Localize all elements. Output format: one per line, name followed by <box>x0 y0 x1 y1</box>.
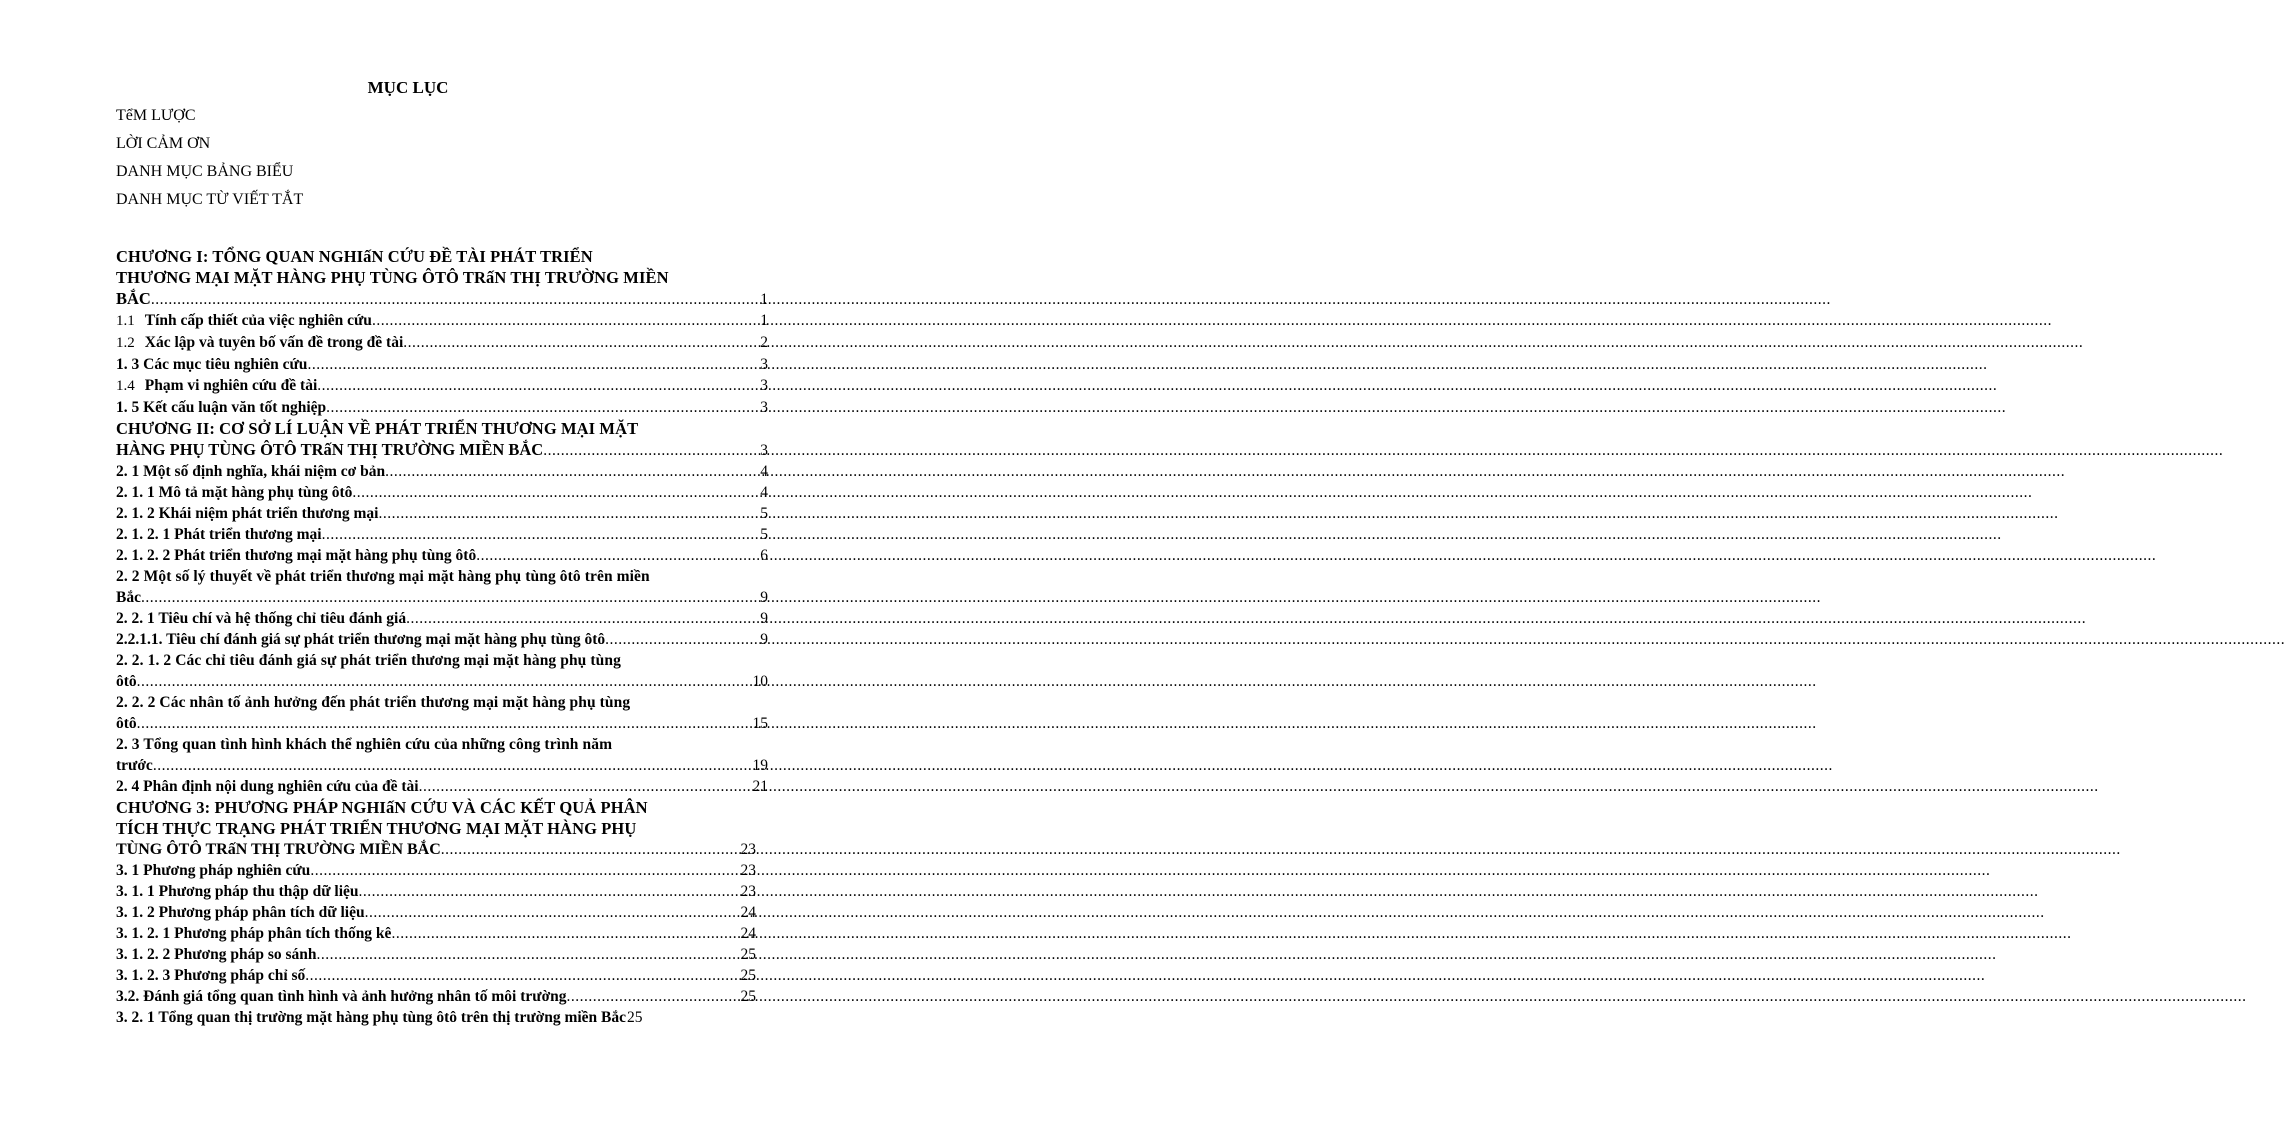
toc-entry: 2.2.1.1. Tiêu chí đánh giá sự phát triển thương mại mặt hàng phụ tùng ôtô ..... 9 <box>116 629 768 650</box>
toc-entry: Bắc ..... 9 <box>116 587 768 608</box>
toc-entry: 2. 2. 1 Tiêu chí và hệ thống chỉ tiêu đánh giá ..... 9 <box>116 608 768 629</box>
toc-entry-line: 2. 2 Một số lý thuyết về phát triển thương mại mặt hàng phụ tùng ôtô trên miền <box>116 568 650 585</box>
chapter-1-heading-line2: THƯƠNG MẠI MẶT HÀNG PHỤ TÙNG ÔTÔ TRấN THỊ TRƯỜNG MIỀN <box>116 268 669 287</box>
toc-entry-line: 2. 3 Tổng quan tình hình khách thể nghiên cứu của những công trình năm <box>116 736 613 753</box>
toc-entry: 2. 4 Phân định nội dung nghiên cứu của đề tài ..... 21 <box>116 776 768 797</box>
toc-entry-line: 2. 2. 1. 2 Các chỉ tiêu đánh giá sự phát triển thương mại mặt hàng phụ tùng <box>116 652 621 669</box>
toc-entry: TÙNG ÔTÔ TRấN THỊ TRƯỜNG MIỀN BẮC ..... 23 <box>116 839 756 860</box>
toc-entry: HÀNG PHỤ TÙNG ÔTÔ TRấN THỊ TRƯỜNG MIỀN BẮC ..... 3 <box>116 439 768 461</box>
toc-entry: 3.2. Đánh giá tổng quan tình hình và ảnh hưởng nhân tố môi trường ..... 25 <box>116 986 756 1007</box>
toc-entry: BẮC ..... 1 <box>116 288 768 310</box>
toc-entry-line: 2. 2. 2 Các nhân tố ảnh hưởng đến phát triển thương mại mặt hàng phụ tùng <box>116 694 631 711</box>
toc-entry: ôtô ..... 10 <box>116 671 768 692</box>
toc-entry: 1.4 Phạm vi nghiên cứu đề tài ..... 3 <box>116 375 768 397</box>
front-matter-tables-list: DANH MỤC BẢNG BIỂU <box>116 163 294 180</box>
toc-entry: 2. 1. 2 Khái niệm phát triển thương mại ..... 5 <box>116 503 768 524</box>
front-matter-abbreviations: DANH MỤC TỪ VIẾT TẮT <box>116 191 304 208</box>
toc-entry: 1.1 Tính cấp thiết của việc nghiên cứu ..... 1 <box>116 310 768 332</box>
toc-entry: 2. 1 Một số định nghĩa, khái niệm cơ bản ..... 4 <box>116 461 768 482</box>
toc-entry: ôtô ..... 15 <box>116 713 768 734</box>
toc-entry: 3. 2. 1 Tổng quan thị trường mặt hàng phụ tùng ôtô trên thị trường miền Bắc 25 <box>116 1009 643 1026</box>
toc-entry: 3. 1 Phương pháp nghiên cứu ..... 23 <box>116 860 756 881</box>
front-matter-summary: TểM LƯỢC <box>116 107 196 124</box>
toc-entry: 3. 1. 2 Phương pháp phân tích dữ liệu ..... 24 <box>116 902 756 923</box>
table-of-contents <box>116 246 768 1028</box>
document-page <box>0 0 816 1123</box>
toc-entry: 1.2 Xác lập và tuyên bố vấn đề trong đề tài ..... 2 <box>116 332 768 354</box>
chapter-2-heading: CHƯƠNG II: CƠ SỞ LÍ LUẬN VỀ PHÁT TRIỂN THƯƠNG MẠI MẶT <box>116 419 639 438</box>
front-matter-acknowledgements: LỜI CẢM ƠN <box>116 135 211 152</box>
toc-entry: 2. 1. 1 Mô tả mặt hàng phụ tùng ôtô ..... 4 <box>116 482 768 503</box>
toc-entry: 2. 1. 2. 2 Phát triển thương mại mặt hàng phụ tùng ôtô ..... 6 <box>116 545 768 566</box>
toc-entry: 3. 1. 2. 1 Phương pháp phân tích thống kê ..... 24 <box>116 923 756 944</box>
chapter-3-heading-line2: TÍCH THỰC TRẠNG PHÁT TRIỂN THƯƠNG MẠI MẶT HÀNG PHỤ <box>116 819 637 838</box>
toc-entry: 1. 3 Các mục tiêu nghiên cứu ..... 3 <box>116 354 768 375</box>
toc-entry: 3. 1. 1 Phương pháp thu thập dữ liệu ..... 23 <box>116 881 756 902</box>
chapter-1-heading: CHƯƠNG I: TỔNG QUAN NGHIấN CỨU ĐỀ TÀI PHÁT TRIỂN <box>116 247 593 266</box>
toc-entry: 3. 1. 2. 2 Phương pháp so sánh ..... 25 <box>116 944 756 965</box>
chapter-3-heading: CHƯƠNG 3: PHƯƠNG PHÁP NGHIấN CỨU VÀ CÁC KẾT QUẢ PHÂN <box>116 798 648 817</box>
toc-entry: trước ..... 19 <box>116 755 768 776</box>
toc-entry: 3. 1. 2. 3 Phương pháp chỉ số ..... 25 <box>116 965 756 986</box>
toc-entry: 1. 5 Kết cấu luận văn tốt nghiệp ..... 3 <box>116 397 768 418</box>
toc-entry: 2. 1. 2. 1 Phát triển thương mại ..... 5 <box>116 524 768 545</box>
page-title: MỤC LỤC <box>367 78 449 97</box>
